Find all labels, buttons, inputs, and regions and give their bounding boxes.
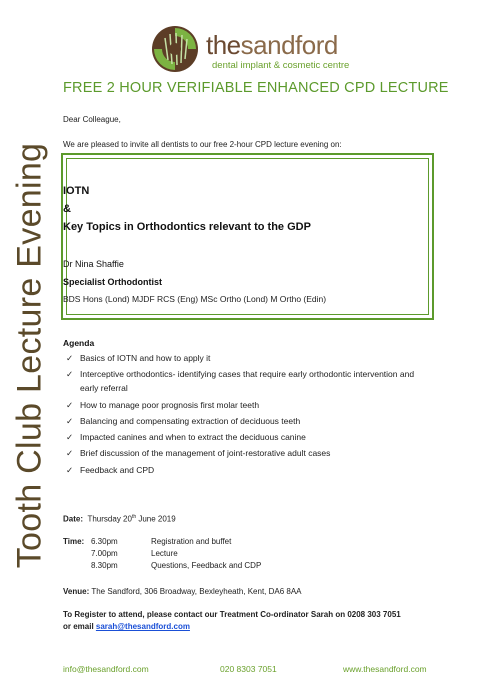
checkmark-icon: ✓: [66, 369, 74, 380]
logo: [150, 22, 360, 74]
headline: FREE 2 HOUR VERIFIABLE ENHANCED CPD LECTURE: [63, 80, 449, 96]
agenda-item: ✓ How to manage poor prognosis first molar teeth: [66, 399, 260, 410]
speaker-name: Dr Nina Shaffie: [63, 259, 124, 269]
checkmark-icon: ✓: [66, 464, 74, 475]
agenda-item: ✓ Balancing and compensating extraction of deciduous teeth: [66, 415, 301, 426]
agenda-item: ✓ Interceptive orthodontics- identifying cases that require early orthodontic intervention and early referral: [66, 369, 415, 394]
registration-info: [63, 609, 401, 633]
side-banner-text: Tooth Club Lecture Evening: [10, 142, 49, 568]
lecture-title-line1: IOTN: [63, 185, 90, 197]
lecture-box: [61, 153, 434, 320]
lecture-title-line3: Key Topics in Orthodontics relevant to the GDP: [63, 221, 311, 233]
lecture-box-inner-border: [66, 158, 429, 315]
agenda-title: Agenda: [63, 338, 95, 348]
intro-text: We are pleased to invite all dentists to our free 2-hour CPD lecture evening on:: [63, 140, 342, 149]
agenda-item: ✓ Feedback and CPD: [66, 464, 155, 475]
logo-wordmark: thesandford: [206, 30, 338, 60]
agenda-list: [66, 351, 426, 479]
sandford-logo-icon: [150, 24, 200, 74]
agenda-item: ✓ Basics of IOTN and how to apply it: [66, 353, 211, 363]
checkmark-icon: ✓: [66, 399, 74, 410]
time-label: Time:: [63, 537, 85, 546]
venue: Venue: The Sandford, 306 Broadway, Bexleyheath, Kent, DA6 8AA: [63, 587, 302, 596]
speaker-role: Specialist Orthodontist: [63, 277, 163, 287]
lecture-title-line2: &: [63, 203, 71, 215]
footer-email: info@thesandford.com: [63, 664, 149, 674]
date-label: Date:: [63, 514, 84, 524]
footer-phone: 020 8303 7051: [220, 664, 277, 674]
side-banner: [4, 130, 56, 580]
registration-email-line: or email sarah@thesandford.com: [63, 622, 190, 631]
footer-website: www.thesandford.com: [343, 664, 427, 674]
agenda-item: ✓ Impacted canines and when to extract the deciduous canine: [66, 432, 306, 443]
event-date: Date: Thursday 20th June 2019: [63, 514, 176, 524]
speaker-qualifications: BDS Hons (Lond) MJDF RCS (Eng) MSc Ortho (Lond) M Ortho (Edin): [63, 294, 327, 304]
logo-tagline: dental implant & cosmetic centre: [212, 60, 350, 71]
checkmark-icon: ✓: [66, 432, 74, 443]
checkmark-icon: ✓: [66, 353, 74, 363]
email-link[interactable]: sarah@thesandford.com: [95, 622, 190, 631]
agenda-item: ✓ Brief discussion of the management of joint-restorative adult cases: [66, 448, 331, 459]
registration-line: To Register to attend, please contact our Treatment Co-ordinator Sarah on 0208 303 7051: [63, 610, 401, 619]
salutation: Dear Colleague,: [63, 115, 121, 124]
checkmark-icon: ✓: [66, 415, 74, 426]
checkmark-icon: ✓: [66, 448, 74, 459]
flyer-page: thesandford dental implant & cosmetic centre Tooth Club Lecture Evening FREE 2 HOUR VERIFIABLE ENHANCED CPD LECTURE Dear Colleague, We are pleased to invite all dentists to our free 2-hour CPD lecture evening on: IOTN & Key Topics in Orthodontics relevant to the GDP Dr Nina Shaffie Specialist Orthodontist BDS Hons (Lond) MJDF RCS (Eng) MSc Ortho (Lond) M Ortho (Edin) Agenda ✓ Basics of IOTN and how to apply it ✓ Interceptive orthodontics- identifying cases that require early orthodontic intervention and early referral ✓ How to manage poor prognosis first molar teeth ✓ Balancing and compensating extraction of deciduous teeth ✓ Impacted canines and when to extract the deciduous canine ✓ Brief discussion of the management of joint-restorative adult cases ✓ Feedback and CPD Date: Thursday 20th June 2019 Time: 6.30pm Registration and buffet 7.00pm Lecture 8.30pm Questions, Feedback and CDP Venue: The Sandford, 306 Broadway, Bexleyheath, Kent, DA6 8AA To Register to attend, please contact our Treatment Co-ordinator Sarah on 0208 303 7051 or email sarah@thesandford.com info@thesandford.com 020 8303 7051 www.thesandford.com: [0, 0, 500, 693]
